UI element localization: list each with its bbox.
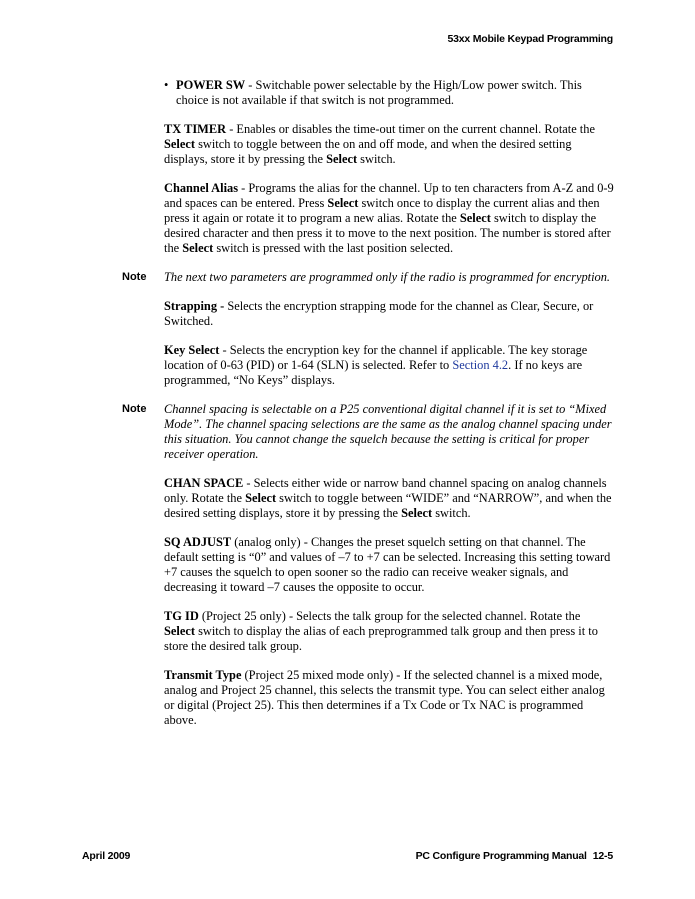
select-keyword: Select bbox=[164, 137, 195, 151]
sq-adjust-term: SQ ADJUST bbox=[164, 535, 232, 549]
strapping-term: Strapping - bbox=[164, 299, 225, 313]
note-label: Note bbox=[122, 403, 147, 415]
key-select-term: Key Select bbox=[164, 343, 220, 357]
running-header: 53xx Mobile Keypad Programming bbox=[447, 33, 613, 45]
tg-id-text: switch to display the alias of each preprogrammed talk group and then press it to store the desired talk group. bbox=[164, 624, 598, 653]
channel-alias-text: - Programs the alias for the channel. Up to ten characters from A-Z and 0-9 and spaces can be entered. Press bbox=[164, 181, 614, 210]
page-number: 12-5 bbox=[592, 850, 613, 862]
note-label: Note bbox=[122, 271, 147, 283]
transmit-type-paragraph bbox=[164, 668, 614, 728]
tx-timer-term: TX TIMER bbox=[164, 122, 227, 136]
key-select-text: . If no keys are programmed, “No Keys” displays. bbox=[164, 358, 583, 387]
strapping-paragraph bbox=[164, 299, 614, 329]
select-keyword: Select bbox=[459, 211, 491, 225]
tx-timer-text: switch. bbox=[357, 152, 396, 166]
chan-space-text: - Selects either wide or narrow band channel spacing on analog channels only. Rotate the bbox=[164, 476, 607, 505]
tg-id-paragraph bbox=[164, 609, 614, 654]
power-sw-text: - Switchable power selectable by the High/Low power switch. This choice is not available if that switch is not programmed. bbox=[176, 78, 582, 107]
sq-adjust-text: (analog only) - Changes the preset squelch setting on that channel. The default setting is “0” and values of –7 to +7 can be selected. Increasing this setting toward +7 causes the squelch to open sooner so the radio can receive weaker signals, and decreasing it toward –7 causes the opposite to occur. bbox=[164, 535, 611, 594]
key-select-paragraph bbox=[164, 343, 614, 388]
tx-timer-paragraph bbox=[164, 122, 614, 167]
transmit-type-text: (Project 25 mixed mode only) - If the selected channel is a mixed mode, analog and Project 25 channel, this selects the transmit type. You can select either analog or digital (Project 25). This then determines if a Tx Code or Tx NAC is programmed above. bbox=[164, 668, 605, 727]
tx-timer-text: switch to toggle between the on and off mode, and when the desired setting displays, store it by pressing the bbox=[164, 137, 572, 166]
footer-manual-title: PC Configure Programming Manual bbox=[415, 850, 587, 862]
power-sw-term: POWER SW bbox=[176, 78, 246, 92]
channel-alias-paragraph bbox=[164, 181, 614, 256]
channel-alias-term: Channel Alias bbox=[164, 181, 239, 195]
sq-adjust-paragraph bbox=[164, 535, 614, 595]
note-text: Channel spacing is selectable on a P25 conventional digital channel if it is set to “Mixed Mode”. The channel spacing selections are the same as the analog channel spacing under this situation. You cannot change the squelch because the setting is critical for proper receiver operation. bbox=[164, 402, 612, 461]
footer-manual bbox=[416, 850, 613, 862]
page-body bbox=[122, 78, 614, 728]
bullet-glyph: • bbox=[164, 78, 169, 92]
note-text: The next two parameters are programmed only if the radio is programmed for encryption. bbox=[164, 270, 611, 284]
chan-space-text: switch. bbox=[432, 506, 471, 520]
chan-space-text: switch to toggle between “WIDE” and “NARROW”, and when the desired setting displays, store it by pressing the bbox=[164, 491, 612, 520]
chan-space-paragraph bbox=[164, 476, 614, 521]
channel-alias-text: switch once to display the current alias and then press it again or rotate it to program a new alias. Rotate the bbox=[164, 196, 600, 225]
select-keyword: Select bbox=[401, 506, 433, 520]
select-keyword: Select bbox=[182, 241, 214, 255]
chan-space-term: CHAN SPACE bbox=[164, 476, 244, 490]
tg-id-term: TG ID bbox=[164, 609, 199, 623]
channel-alias-text: switch is pressed with the last position selected. bbox=[213, 241, 454, 255]
select-keyword: Select bbox=[245, 491, 277, 505]
select-keyword: Select bbox=[327, 196, 359, 210]
power-sw-item bbox=[164, 78, 614, 108]
strapping-text: Selects the encryption strapping mode for the channel as Clear, Secure, or Switched. bbox=[164, 299, 594, 328]
select-keyword: Select bbox=[164, 624, 195, 638]
section-4-2-link[interactable]: Section 4.2 bbox=[452, 358, 509, 372]
tg-id-text: (Project 25 only) - Selects the talk group for the selected channel. Rotate the bbox=[198, 609, 581, 623]
transmit-type-term: Transmit Type bbox=[164, 668, 242, 682]
note-channel-spacing bbox=[122, 402, 614, 462]
key-select-text: - Selects the encryption key for the channel if applicable. The key storage location of 0-63 (PID) or 1-64 (SLN) is selected. Refer to bbox=[164, 343, 588, 372]
footer-date: April 2009 bbox=[82, 850, 131, 862]
channel-alias-text: switch to display the desired character and then press it to move to the next position. The number is stored after the bbox=[164, 211, 611, 255]
tx-timer-text: - Enables or disables the time-out timer on the current channel. Rotate the bbox=[226, 122, 595, 136]
note-encryption bbox=[122, 270, 614, 285]
select-keyword: Select bbox=[326, 152, 358, 166]
